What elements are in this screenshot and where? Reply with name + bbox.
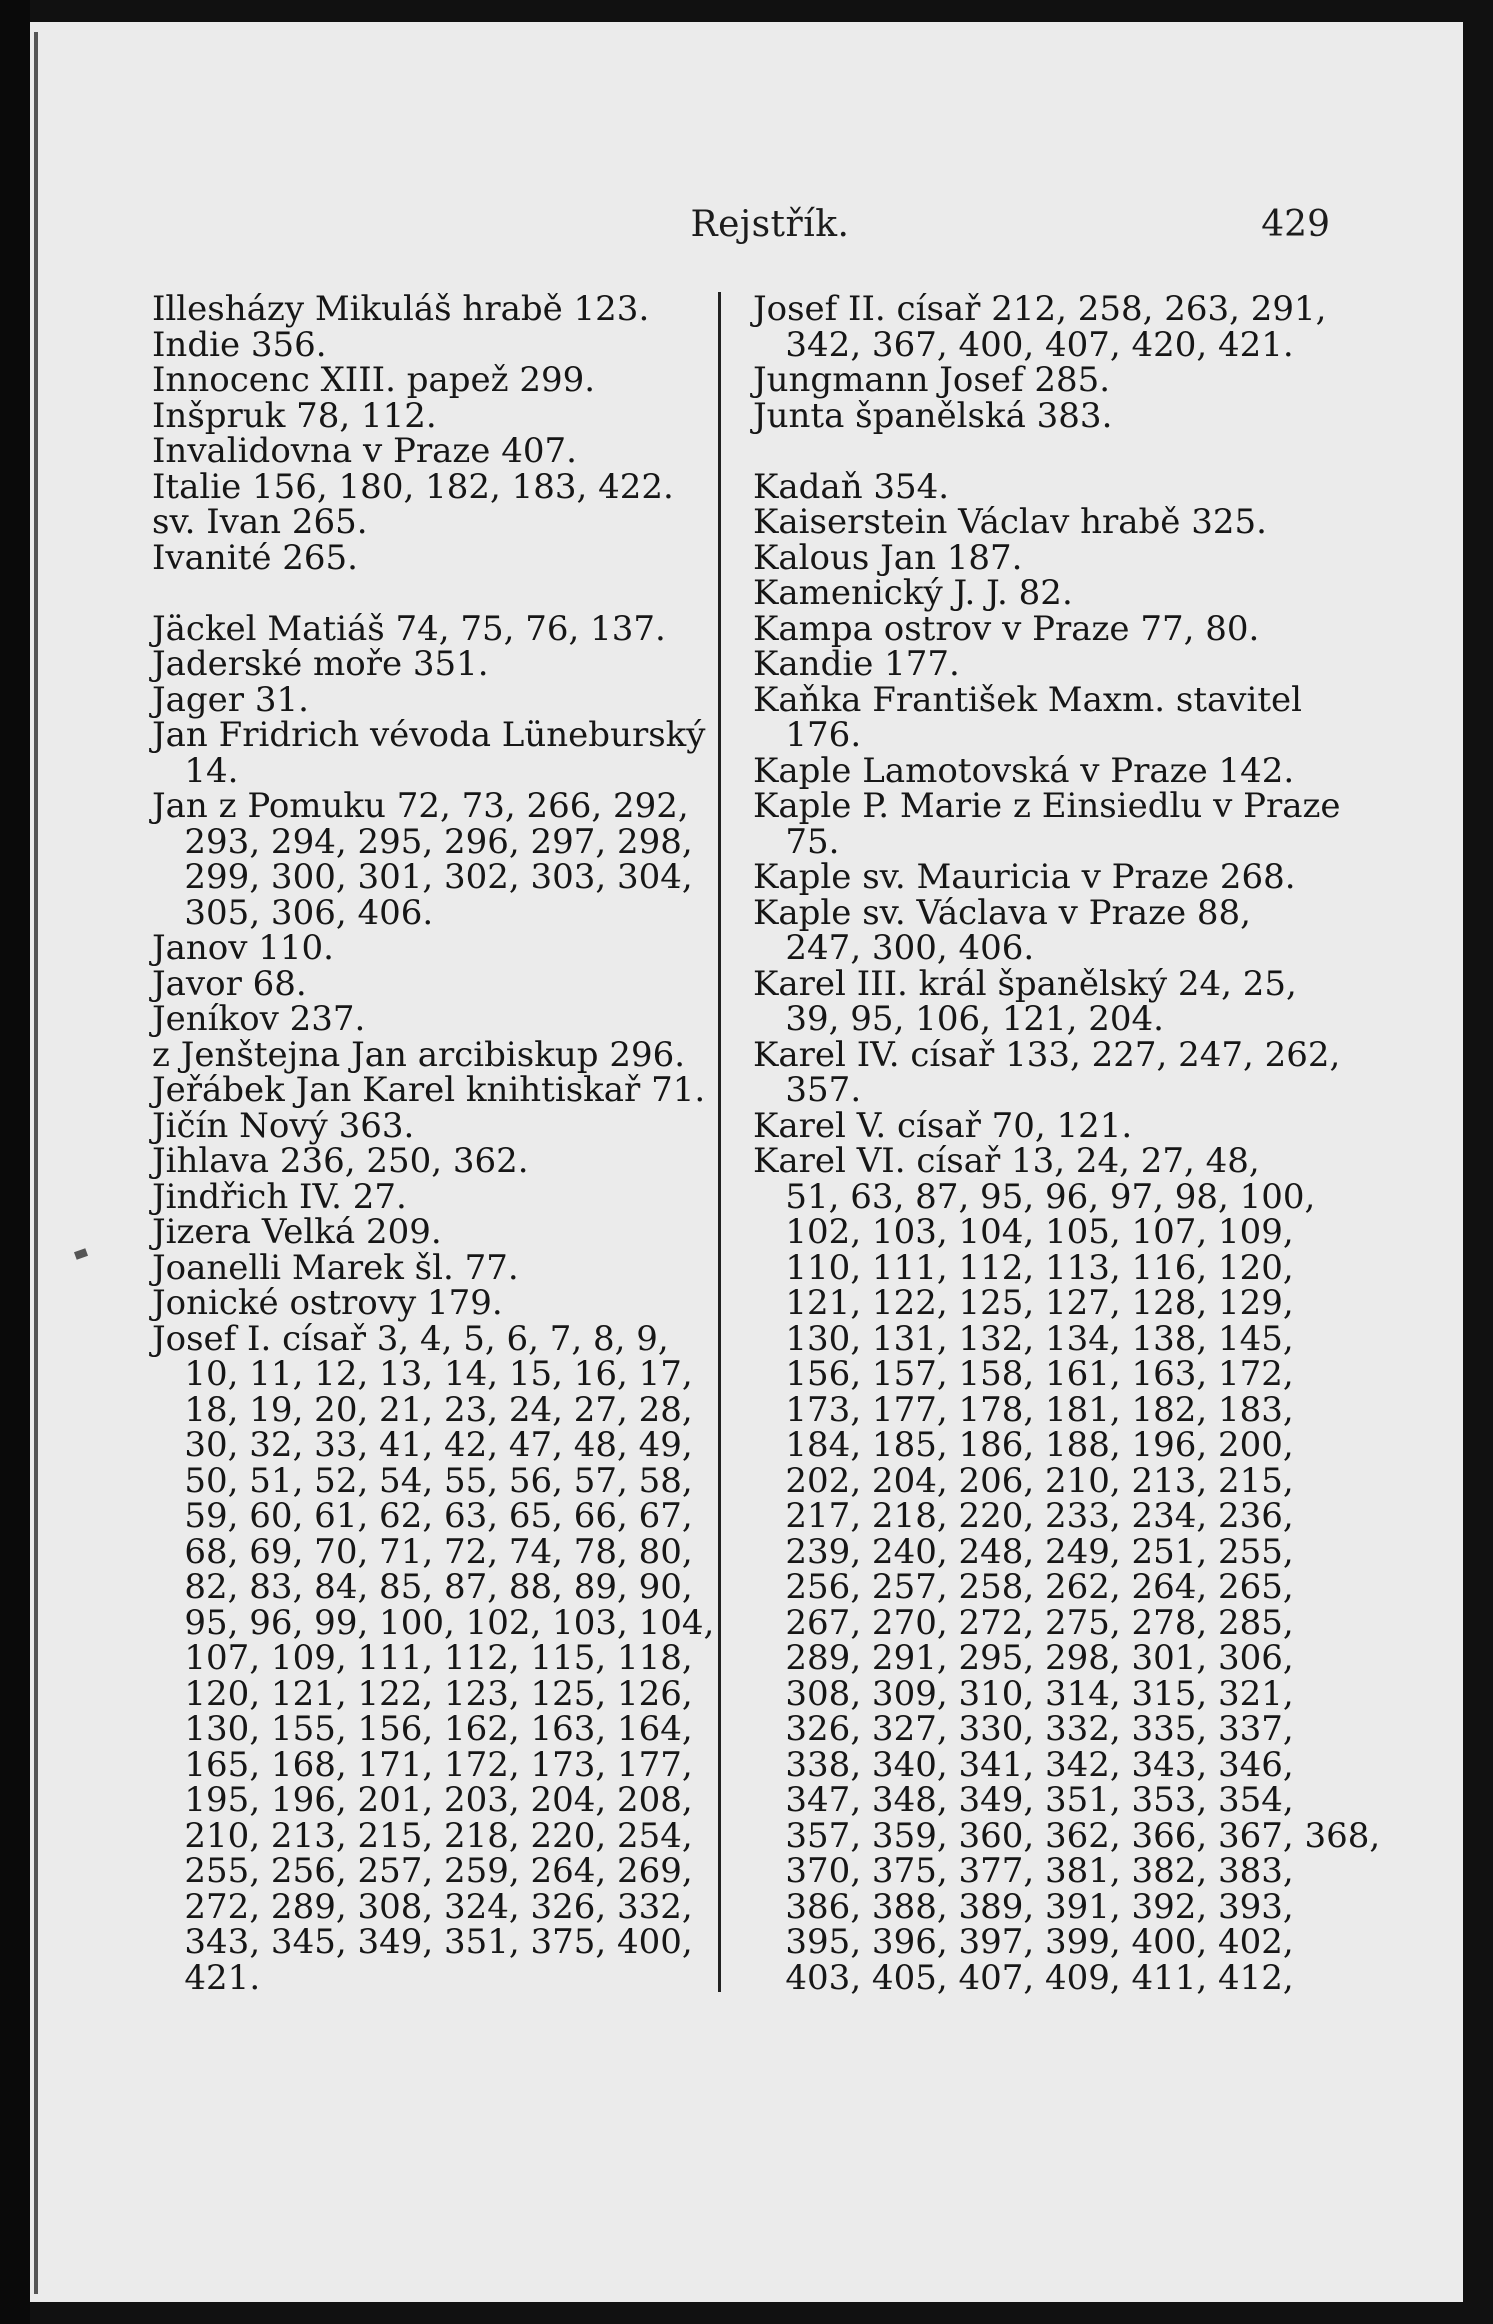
index-entry-line: 293, 294, 295, 296, 297, 298, bbox=[152, 821, 693, 862]
index-entry-line: 130, 131, 132, 134, 138, 145, bbox=[753, 1318, 1294, 1359]
index-entry-line: Jindřich IV. 27. bbox=[152, 1176, 407, 1217]
index-entry-line: Junta španělská 383. bbox=[753, 395, 1113, 436]
index-entry-line: 59, 60, 61, 62, 63, 65, 66, 67, bbox=[152, 1496, 693, 1536]
index-entry-line: 18, 19, 20, 21, 23, 24, 27, 28, bbox=[152, 1389, 693, 1430]
index-entry-line: 357, 359, 360, 362, 366, 367, 368, bbox=[753, 1815, 1381, 1856]
index-entry-line: 421. bbox=[152, 1957, 261, 1998]
spine-line bbox=[34, 32, 38, 2294]
book-page bbox=[30, 22, 1463, 2302]
index-entry-line: 272, 289, 308, 324, 326, 332, bbox=[152, 1886, 693, 1927]
index-entry-line: Joanelli Marek šl. 77. bbox=[152, 1247, 519, 1288]
index-entry-line: 395, 396, 397, 399, 400, 402, bbox=[753, 1922, 1294, 1962]
index-entry-line: 184, 185, 186, 188, 196, 200, bbox=[753, 1425, 1294, 1465]
index-entry-line: Kadaň 354. bbox=[753, 466, 950, 507]
index-entry-line: 343, 345, 349, 351, 375, 400, bbox=[152, 1922, 693, 1962]
index-entry-line: Jihlava 236, 250, 362. bbox=[152, 1141, 529, 1181]
index-entry-line: Josef II. císař 212, 258, 263, 291, bbox=[753, 289, 1327, 329]
index-entry-line: 68, 69, 70, 71, 72, 74, 78, 80, bbox=[152, 1531, 693, 1572]
index-entry-line: 176. bbox=[753, 715, 862, 755]
index-entry-line: Jeníkov 237. bbox=[152, 999, 366, 1039]
index-entry-line: 255, 256, 257, 259, 264, 269, bbox=[152, 1851, 693, 1891]
index-entry-line: Javor 68. bbox=[152, 963, 307, 1004]
index-entry-line: 14. bbox=[152, 750, 239, 791]
index-entry-line: 202, 204, 206, 210, 213, 215, bbox=[753, 1460, 1294, 1501]
index-entry-line: Ivanité 265. bbox=[152, 537, 358, 578]
index-entry-line: 305, 306, 406. bbox=[152, 892, 434, 933]
index-entry-line: 51, 63, 87, 95, 96, 97, 98, 100, bbox=[753, 1176, 1316, 1217]
index-column-left bbox=[152, 289, 747, 1998]
index-entry-line: 256, 257, 258, 262, 264, 265, bbox=[753, 1567, 1294, 1607]
index-entry-line: 75. bbox=[753, 821, 840, 862]
index-entry-line: 156, 157, 158, 161, 163, 172, bbox=[753, 1354, 1294, 1394]
ink-speck bbox=[74, 1248, 88, 1260]
scan-edge bbox=[0, 0, 30, 2324]
page-number: 429 bbox=[1261, 204, 1330, 245]
index-entry-line: Jeřábek Jan Karel knihtiskař 71. bbox=[152, 1070, 706, 1110]
index-entry-line: 386, 388, 389, 391, 392, 393, bbox=[753, 1886, 1294, 1927]
index-entry-line: Jager 31. bbox=[152, 679, 309, 720]
index-entry-line: 308, 309, 310, 314, 315, 321, bbox=[753, 1673, 1294, 1714]
index-entry-line: 173, 177, 178, 181, 182, 183, bbox=[753, 1389, 1294, 1430]
index-entry-line: 217, 218, 220, 233, 234, 236, bbox=[753, 1496, 1294, 1536]
index-entry-line: Janov 110. bbox=[152, 928, 334, 968]
index-entry-line: Jan Fridrich vévoda Lüneburský bbox=[152, 715, 706, 755]
index-entry-line: 195, 196, 201, 203, 204, 208, bbox=[152, 1780, 693, 1820]
index-entry-line: 50, 51, 52, 54, 55, 56, 57, 58, bbox=[152, 1460, 693, 1501]
index-entry-line: 267, 270, 272, 275, 278, 285, bbox=[753, 1602, 1294, 1643]
index-entry-line: 165, 168, 171, 172, 173, 177, bbox=[152, 1744, 693, 1785]
index-entry-line: Kamenický J. J. 82. bbox=[753, 573, 1073, 613]
index-entry-line: 342, 367, 400, 407, 420, 421. bbox=[753, 324, 1294, 365]
index-entry-line: Karel III. král španělský 24, 25, bbox=[753, 963, 1297, 1004]
index-entry-line: Jičín Nový 363. bbox=[152, 1105, 415, 1146]
index-entry-line: 95, 96, 99, 100, 102, 103, 104, bbox=[152, 1602, 715, 1643]
index-entry-line: Kaiserstein Václav hrabě 325. bbox=[753, 502, 1267, 542]
index-entry-line: 338, 340, 341, 342, 343, 346, bbox=[753, 1744, 1294, 1785]
index-entry-line: z Jenštejna Jan arcibiskup 296. bbox=[152, 1034, 686, 1075]
index-entry-line: Kampa ostrov v Praze 77, 80. bbox=[753, 608, 1260, 649]
index-entry-line: 299, 300, 301, 302, 303, 304, bbox=[152, 857, 693, 897]
index-entry-line: 39, 95, 106, 121, 204. bbox=[753, 999, 1164, 1039]
index-entry-line: Kalous Jan 187. bbox=[753, 537, 1023, 578]
index-entry-line: Jan z Pomuku 72, 73, 266, 292, bbox=[152, 786, 689, 826]
index-entry-line: 102, 103, 104, 105, 107, 109, bbox=[753, 1212, 1294, 1252]
index-entry-line: 30, 32, 33, 41, 42, 47, 48, 49, bbox=[152, 1425, 693, 1465]
index-entry-line: 239, 240, 248, 249, 251, 255, bbox=[753, 1531, 1294, 1572]
index-entry-line: Karel VI. císař 13, 24, 27, 48, bbox=[753, 1141, 1260, 1181]
index-entry-line: Jungmann Josef 285. bbox=[753, 360, 1111, 400]
index-entry-line: 403, 405, 407, 409, 411, 412, bbox=[753, 1957, 1294, 1998]
index-entry-line: Kaple P. Marie z Einsiedlu v Praze bbox=[753, 786, 1341, 826]
index-entry-line: Italie 156, 180, 182, 183, 422. bbox=[152, 466, 674, 507]
index-entry-line: 247, 300, 406. bbox=[753, 928, 1035, 968]
index-entry-line: Kaple sv. Mauricia v Praze 268. bbox=[753, 857, 1296, 897]
index-entry-line: Kaple sv. Václava v Praze 88, bbox=[753, 892, 1251, 933]
index-entry-line: 120, 121, 122, 123, 125, 126, bbox=[152, 1673, 693, 1714]
index-entry-line: Jonické ostrovy 179. bbox=[152, 1283, 503, 1323]
index-entry-line: Josef I. císař 3, 4, 5, 6, 7, 8, 9, bbox=[152, 1318, 669, 1359]
index-entry-line: Invalidovna v Praze 407. bbox=[152, 431, 577, 471]
index-entry-line: Jaderské moře 351. bbox=[152, 644, 489, 684]
section-gap bbox=[152, 576, 747, 612]
index-entry-line: Inšpruk 78, 112. bbox=[152, 395, 437, 436]
index-entry-line: 121, 122, 125, 127, 128, 129, bbox=[753, 1283, 1294, 1323]
index-entry-line: 82, 83, 84, 85, 87, 88, 89, 90, bbox=[152, 1567, 693, 1607]
index-entry-line: 357. bbox=[753, 1070, 862, 1110]
index-entry-line: 326, 327, 330, 332, 335, 337, bbox=[753, 1709, 1294, 1749]
index-entry-line: Kaple Lamotovská v Praze 142. bbox=[753, 750, 1295, 791]
index-entry-line: 10, 11, 12, 13, 14, 15, 16, 17, bbox=[152, 1354, 693, 1394]
index-entry-line: Jäckel Matiáš 74, 75, 76, 137. bbox=[152, 608, 666, 649]
index-column-right bbox=[753, 289, 1381, 1998]
index-entry-line: Kandie 177. bbox=[753, 644, 960, 684]
index-entry-line: 110, 111, 112, 113, 116, 120, bbox=[753, 1247, 1294, 1288]
index-entry-line: Karel IV. císař 133, 227, 247, 262, bbox=[753, 1034, 1341, 1075]
page-title: Rejstřík. bbox=[690, 204, 850, 245]
index-entry-line: 289, 291, 295, 298, 301, 306, bbox=[753, 1638, 1294, 1678]
index-entry-line: 347, 348, 349, 351, 353, 354, bbox=[753, 1780, 1294, 1820]
index-entry-line: 370, 375, 377, 381, 382, 383, bbox=[753, 1851, 1294, 1891]
index-entry-line: Illesházy Mikuláš hrabě 123. bbox=[152, 289, 650, 329]
index-entry-line: Kaňka František Maxm. stavitel bbox=[753, 679, 1303, 720]
index-entry-line: Karel V. císař 70, 121. bbox=[753, 1105, 1133, 1146]
index-entry-line: Jizera Velká 209. bbox=[152, 1212, 442, 1252]
index-entry-line: sv. Ivan 265. bbox=[152, 502, 368, 542]
index-entry-line: 130, 155, 156, 162, 163, 164, bbox=[152, 1709, 693, 1749]
index-entry-line: Indie 356. bbox=[152, 324, 327, 365]
section-gap bbox=[753, 434, 1353, 470]
index-entry-line: 107, 109, 111, 112, 115, 118, bbox=[152, 1638, 693, 1678]
column-divider bbox=[718, 292, 721, 1992]
index-entry-line: 210, 213, 215, 218, 220, 254, bbox=[152, 1815, 693, 1856]
index-entry-line: Innocenc XIII. papež 299. bbox=[152, 360, 596, 400]
